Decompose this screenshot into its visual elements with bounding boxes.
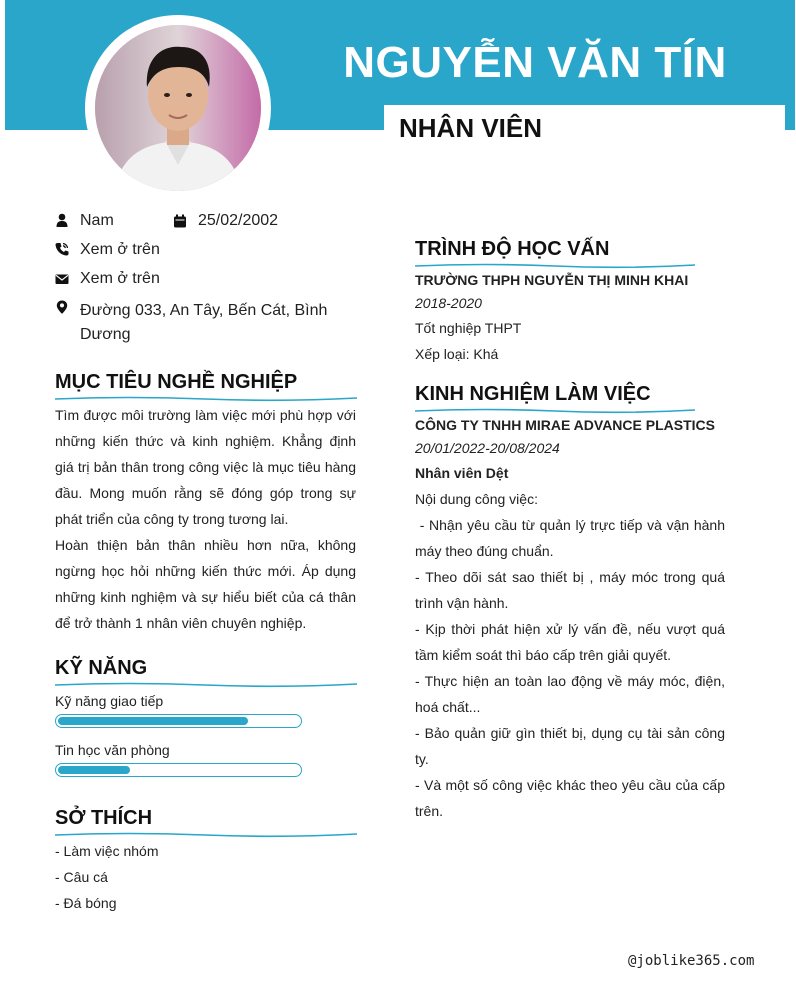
duties-label: Nội dung công việc: <box>415 491 538 507</box>
duty-item: - Theo dõi sát sao thiết bị , máy móc trong quá trình vận hành. <box>415 569 725 611</box>
skills-underline <box>55 681 357 689</box>
skill-name: Tin học văn phòng <box>55 742 170 758</box>
map-pin-icon <box>55 300 69 314</box>
envelope-icon <box>55 272 69 286</box>
objective-paragraph-1: Tìm được môi trường làm việc mới phù hợp với những kiến thức và kinh nghiệm. Khẳng định giá trị bản thân trong công việc là mục tiêu hàng đầu. Mong muốn rằng sẽ đóng góp trong sự phát triển của công ty trong tương lai. <box>55 407 356 527</box>
skill-bar-fill <box>58 766 130 774</box>
education-heading: TRÌNH ĐỘ HỌC VẤN <box>415 238 610 260</box>
job-title: NHÂN VIÊN <box>399 113 543 143</box>
birthdate-text: 25/02/2002 <box>198 212 279 229</box>
phone-icon <box>55 242 69 256</box>
duty-item: - Nhận yêu cầu từ quản lý trực tiếp và vận hành máy theo đúng chuẩn. <box>415 517 729 559</box>
objective-paragraph-2: Hoàn thiện bản thân nhiều hơn nữa, không ngừng học hỏi những kiến thức mới. Áp dụng những kinh nghiệm và sự hiểu biết của cá thân để trở thành 1 nhân viên chuyên nghiệp. <box>55 537 356 631</box>
hobby-item: - Đá bóng <box>55 895 117 911</box>
experience-period: 20/01/2022-20/08/2024 <box>415 440 560 456</box>
candidate-name: NGUYỄN VĂN TÍN <box>343 38 727 87</box>
hobbies-heading: SỞ THÍCH <box>55 807 153 829</box>
phone-text: Xem ở trên <box>80 241 160 258</box>
education-underline <box>415 262 695 270</box>
duty-item: - Và một số công việc khác theo yêu cầu của cấp trên. <box>415 777 725 819</box>
watermark-text: @joblike365.com <box>628 953 755 969</box>
address-text: Đường 033, An Tây, Bến Cát, Bình Dương <box>80 302 328 343</box>
skills-heading: KỸ NĂNG <box>55 657 148 679</box>
experience-heading: KINH NGHIỆM LÀM VIỆC <box>415 383 651 405</box>
hobby-item: - Làm việc nhóm <box>55 843 159 859</box>
hobby-item: - Câu cá <box>55 869 108 885</box>
skill-name: Kỹ năng giao tiếp <box>55 693 164 709</box>
job-title-box <box>384 105 785 155</box>
avatar <box>95 25 261 191</box>
duty-item: - Bảo quản giữ gìn thiết bị, dụng cụ tài sản công ty. <box>415 725 725 767</box>
duty-item: - Kịp thời phát hiện xử lý vấn đề, nếu vượt quá tầm kiểm soát thì báo cấp trên giải quyết. <box>415 621 725 663</box>
skill-bar <box>55 714 302 728</box>
education-degree: Tốt nghiệp THPT <box>415 320 522 336</box>
avatar-ring <box>85 15 271 201</box>
calendar-icon <box>173 214 187 228</box>
email-text: Xem ở trên <box>80 270 160 287</box>
hobbies-underline <box>55 831 357 839</box>
objective-heading: MỤC TIÊU NGHỀ NGHIỆP <box>55 371 298 393</box>
experience-underline <box>415 407 695 415</box>
duty-item: - Thực hiện an toàn lao động về máy móc, điện, hoá chất... <box>415 673 725 715</box>
school-name: TRƯỜNG THPH NGUYỄN THỊ MINH KHAI <box>415 272 689 288</box>
skill-bar <box>55 763 302 777</box>
skill-bar-fill <box>58 717 248 725</box>
gender-text: Nam <box>80 212 114 229</box>
education-period: 2018-2020 <box>415 295 482 311</box>
education-grade: Xếp loại: Khá <box>415 346 499 362</box>
user-icon <box>55 213 69 227</box>
company-name: CÔNG TY TNHH MIRAE ADVANCE PLASTICS <box>415 417 715 433</box>
position-title: Nhân viên Dệt <box>415 465 509 481</box>
